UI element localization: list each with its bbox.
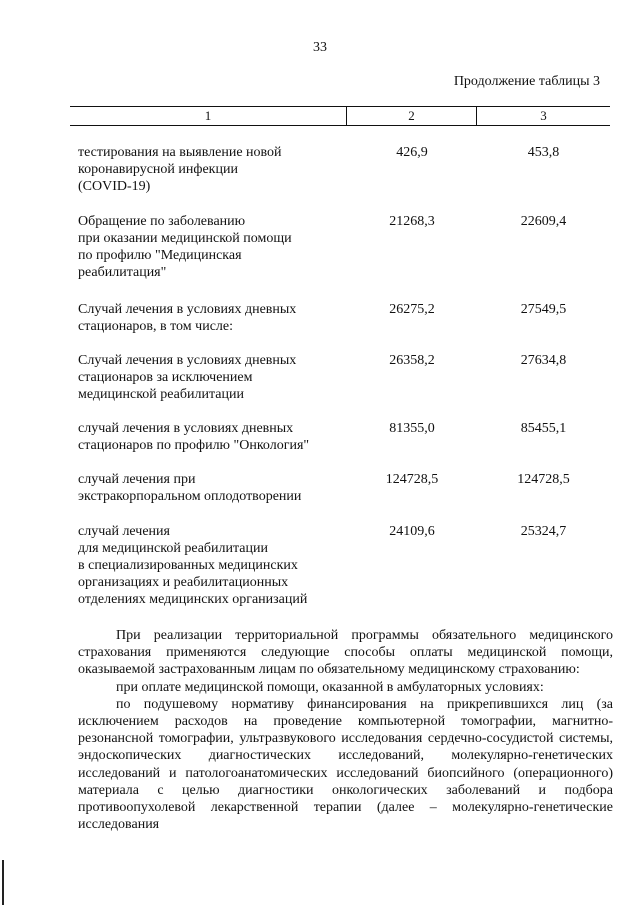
row-name: случай лечения в условиях дневных стационаров по профилю "Онкология" <box>78 421 310 453</box>
table-body <box>70 144 610 613</box>
column-header-2: 2 <box>347 107 477 125</box>
table-row <box>70 352 610 420</box>
table-row <box>70 420 610 471</box>
row-value-col2: 426,9 <box>396 145 428 160</box>
table-row <box>70 523 610 613</box>
row-value-col3: 85455,1 <box>520 421 567 436</box>
row-value-col3: 22609,4 <box>520 214 567 229</box>
row-name: случай лечения при экстракорпоральном оплодотворении <box>78 472 302 504</box>
row-value-col3: 27634,8 <box>520 353 567 368</box>
paragraph: при оплате медицинской помощи, оказанной в амбулаторных условиях: <box>116 679 544 695</box>
paragraph: по подушевому нормативу финансирования на прикрепившихся лиц (за исключением расходов на проведение компьютерной томографии, магнитно-резонансной томографии, ультразвукового исследования сердечно-сосудистой системы, эндоскопических диагностических исследований, молекулярно-генетических исследований и патологоанатомических исследований биопсийного (операционного) материала с целью диагностики онкологических заболеваний и подбора противоопухолевой лекарственной терапии (далее – молекулярно-генетические исследования <box>78 696 613 833</box>
column-header-3: 3 <box>540 108 547 123</box>
table-row <box>70 471 610 523</box>
row-value-col2: 24109,6 <box>389 524 435 539</box>
row-value-col2: 26275,2 <box>389 302 435 317</box>
row-name: Обращение по заболеванию при оказании медицинской помощи по профилю "Медицинская реабилитация" <box>78 214 292 280</box>
table-row <box>70 301 610 352</box>
table-row <box>70 144 610 213</box>
scan-margin-mark <box>2 860 4 905</box>
table-header <box>70 106 610 126</box>
row-value-col3: 453,8 <box>527 145 560 160</box>
row-value-col3: 27549,5 <box>520 302 567 317</box>
row-name: Случай лечения в условиях дневных стационаров, в том числе: <box>78 302 297 334</box>
row-value-col2: 21268,3 <box>389 214 435 229</box>
row-name: случай лечения для медицинской реабилитации в специализированных медицинских организациях и реабилитационных отделениях медицинских организаций <box>78 524 308 607</box>
paragraph: При реализации территориальной программы обязательного медицинского страхования применяются следующие способы оплаты медицинской помощи, оказываемой застрахованным лицам по обязательному медицинскому страхованию: <box>78 628 613 678</box>
table-continuation-label: Продолжение таблицы 3 <box>453 74 600 89</box>
row-value-col2: 124728,5 <box>385 472 439 487</box>
row-name: тестирования на выявление новой коронавирусной инфекции (COVID-19) <box>78 145 282 194</box>
row-value-col2: 26358,2 <box>389 353 435 368</box>
table-row <box>70 213 610 301</box>
page-number: 33 <box>313 40 327 55</box>
column-header-1: 1 <box>70 107 347 125</box>
row-value-col2: 81355,0 <box>389 421 435 436</box>
row-value-col3: 124728,5 <box>517 472 570 487</box>
row-name: Случай лечения в условиях дневных стационаров за исключением медицинской реабилитации <box>78 353 297 402</box>
row-value-col3: 25324,7 <box>520 524 567 539</box>
body-text <box>78 627 613 833</box>
